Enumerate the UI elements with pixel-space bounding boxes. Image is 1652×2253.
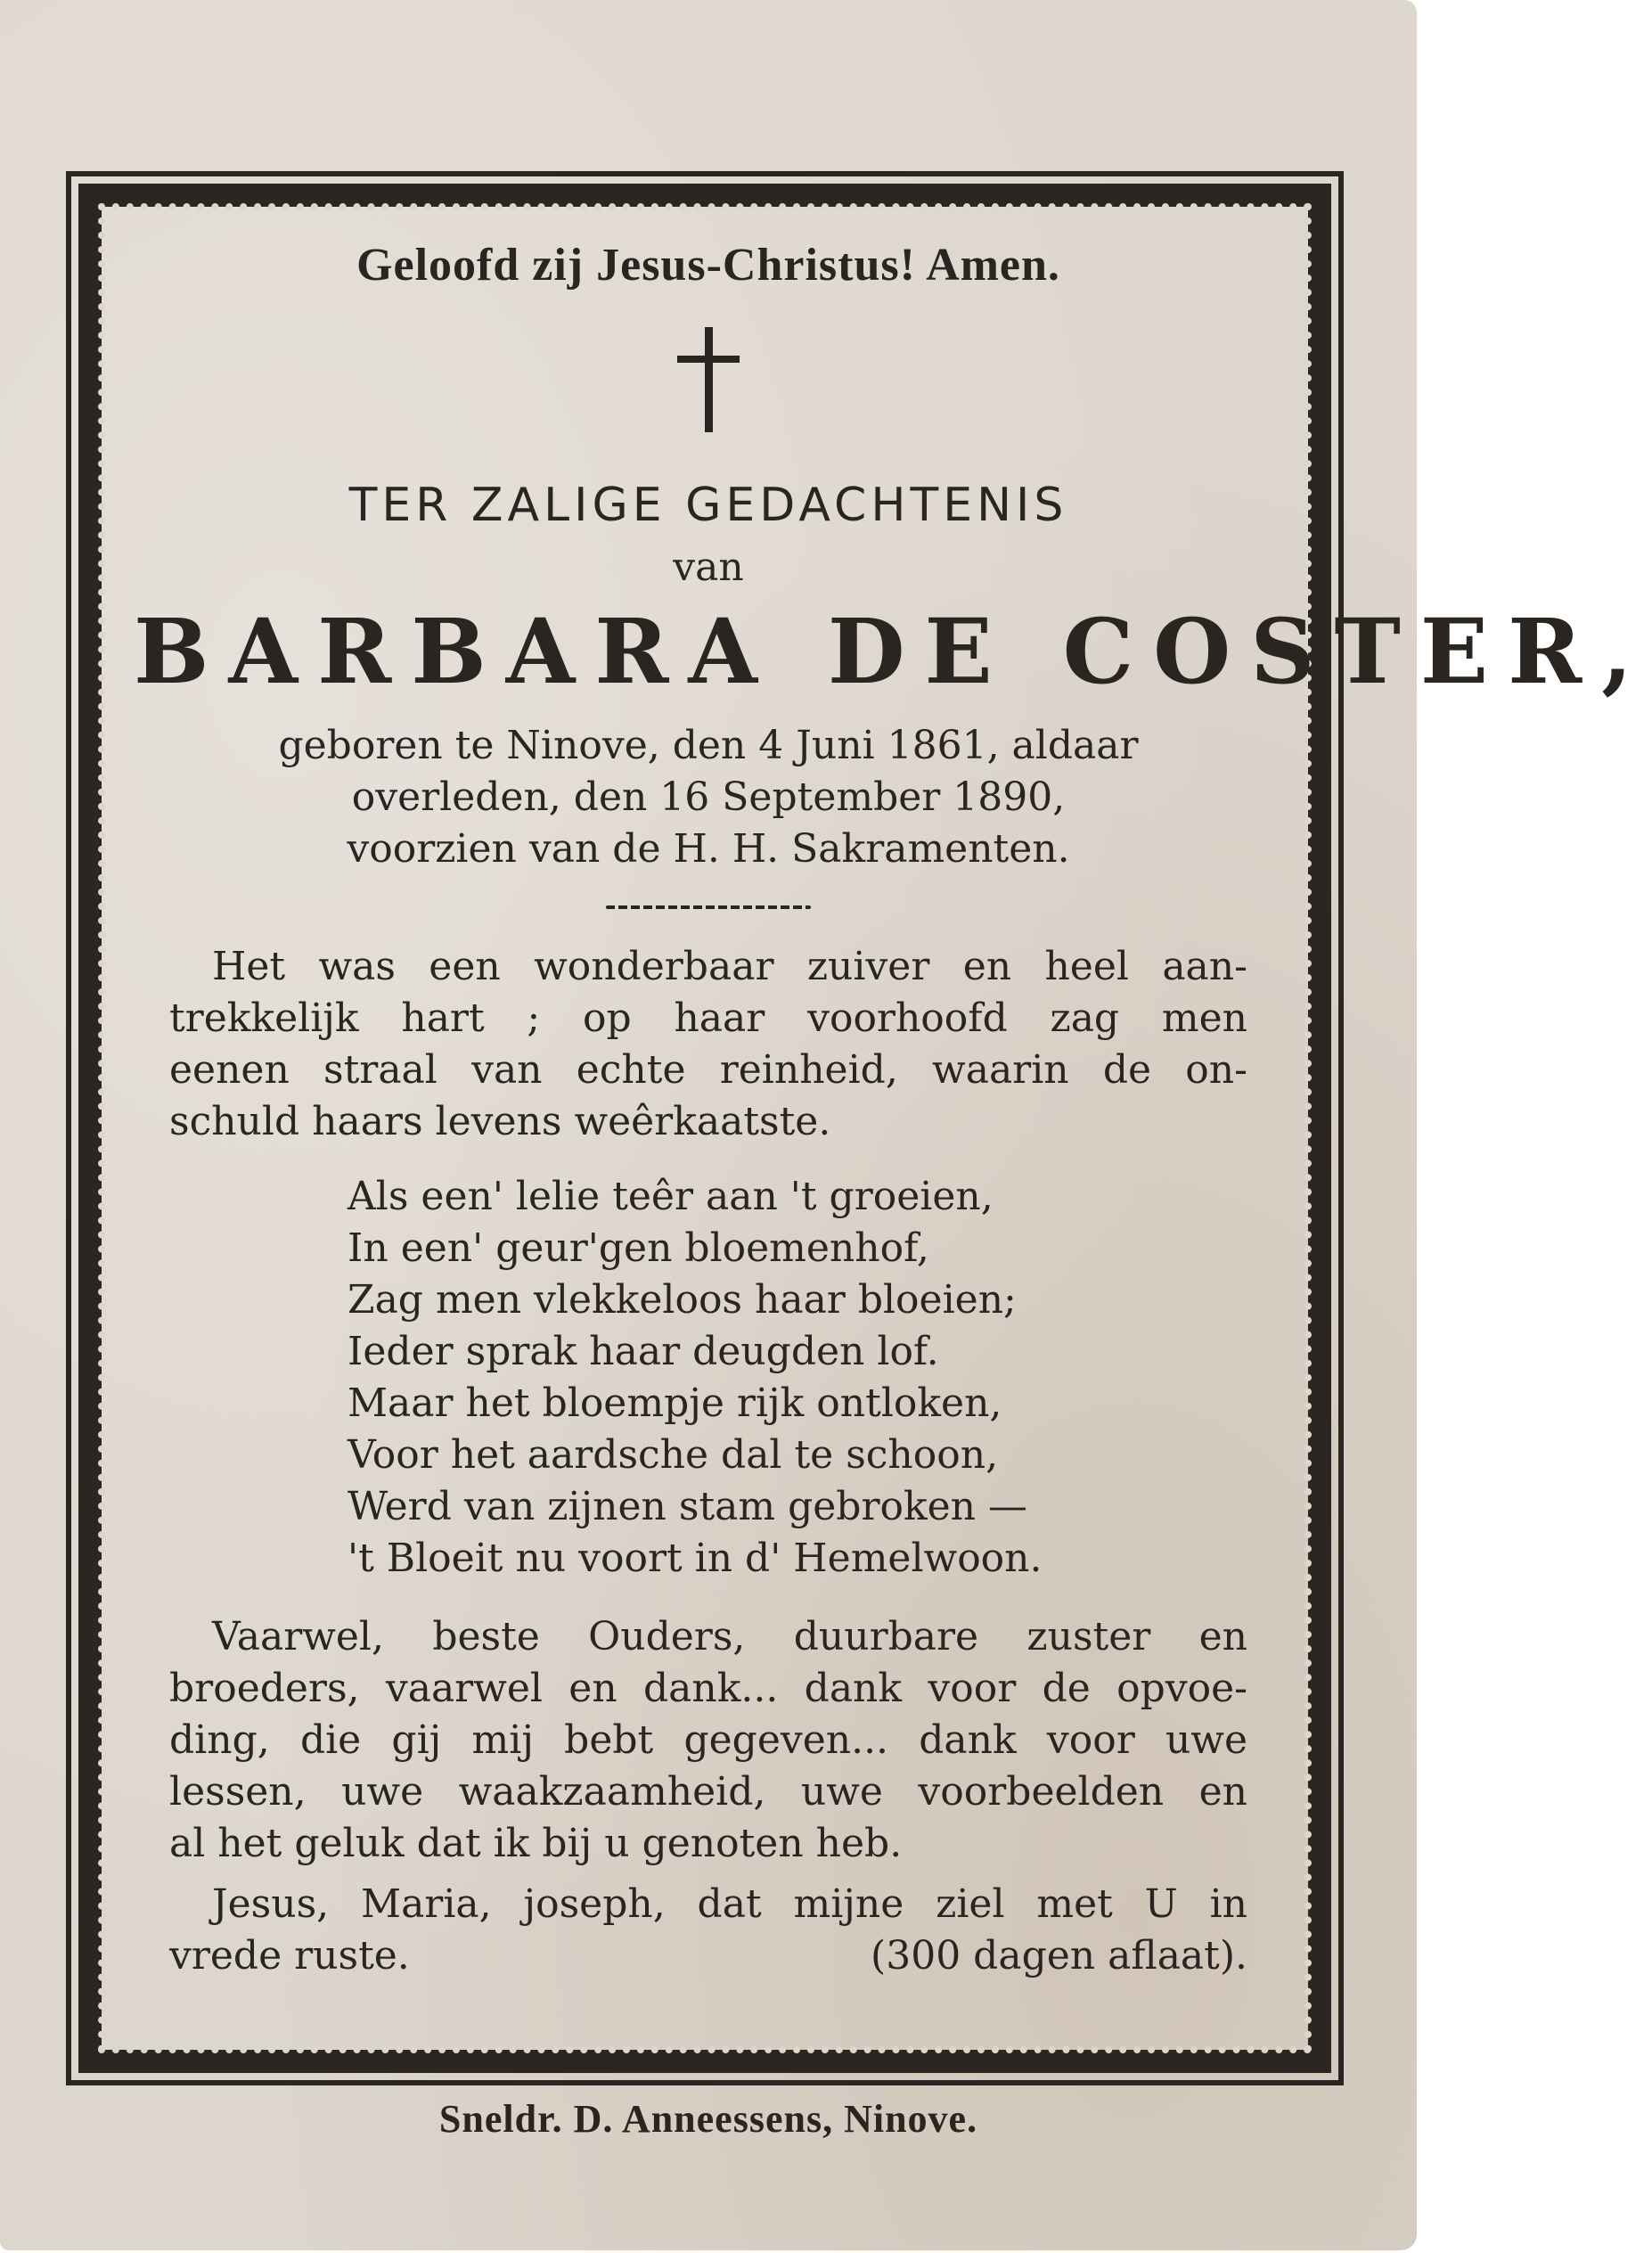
bio-line: geboren te Ninove, den 4 Juni 1861, aldaar (278, 723, 1139, 768)
poem-line: Zag men vlekkeloos haar bloeien; (348, 1277, 1017, 1323)
intro-paragraph (169, 941, 1247, 1148)
farewell-line: lessen, uwe waakzaamheid, uwe voorbeelden en (169, 1769, 1247, 1815)
indulgence-note: (300 dagen aflaat). (871, 1933, 1247, 1979)
card-content (134, 239, 1652, 1982)
intro-line: Het was een wonderbaar zuiver en heel aan- (212, 944, 1247, 989)
van-label: van (673, 545, 744, 590)
intro-line: eenen straal van echte reinheid, waarin de on- (169, 1047, 1247, 1093)
poem-line: Werd van zijnen stam gebroken — (348, 1484, 1027, 1529)
poem-line: 't Bloeit nu voort in d' Hemelwoon. (348, 1536, 1043, 1581)
farewell-line: al het geluk dat ik bij u genoten heb. (169, 1821, 903, 1866)
poem-line: In een' geur'gen bloemenhof, (348, 1225, 929, 1271)
poem-line: Als een' lelie teêr aan 't groeien, (348, 1174, 994, 1219)
poem-line: Maar het bloempje rijk ontloken, (348, 1380, 1002, 1426)
bio-line: voorzien van de H. H. Sakramenten. (347, 826, 1070, 872)
prayer-line: Jesus, Maria, joseph, dat mijne ziel met U in (212, 1881, 1247, 1927)
farewell-line: ding, die gij mij bebt gegeven... dank voor uwe (169, 1717, 1247, 1763)
intro-line: trekkelijk hart ; op haar voorhoofd zag men (169, 995, 1247, 1041)
ornament-divider (606, 904, 811, 911)
farewell-line: Vaarwel, beste Ouders, duurbare zuster en (212, 1614, 1247, 1659)
prayer-paragraph (169, 1879, 1247, 1982)
poem (348, 1171, 1247, 1585)
poem-line: Voor het aardsche dal te schoon, (348, 1432, 999, 1478)
cross-icon (677, 327, 740, 432)
greeting: Geloofd zij Jesus-Christus! Amen. (356, 240, 1060, 291)
printer-credit: Sneldr. D. Anneessens, Ninove. (438, 2097, 978, 2141)
farewell-paragraph (169, 1611, 1247, 1870)
deceased-name: BARBARA DE COSTER, (134, 599, 1652, 704)
bio-block (169, 720, 1247, 875)
poem-line: Ieder sprak haar deugden lof. (348, 1329, 939, 1374)
memorial-title: TER ZALIGE GEDACHTENIS (348, 479, 1068, 532)
intro-line: schuld haars levens weêrkaatste. (169, 1099, 831, 1144)
prayer-closing (169, 1930, 1247, 1982)
bio-line: overleden, den 16 September 1890, (351, 774, 1066, 820)
farewell-line: broeders, vaarwel en dank... dank voor de opvoe- (169, 1666, 1247, 1711)
prayer-line: vrede ruste. (169, 1933, 410, 1979)
